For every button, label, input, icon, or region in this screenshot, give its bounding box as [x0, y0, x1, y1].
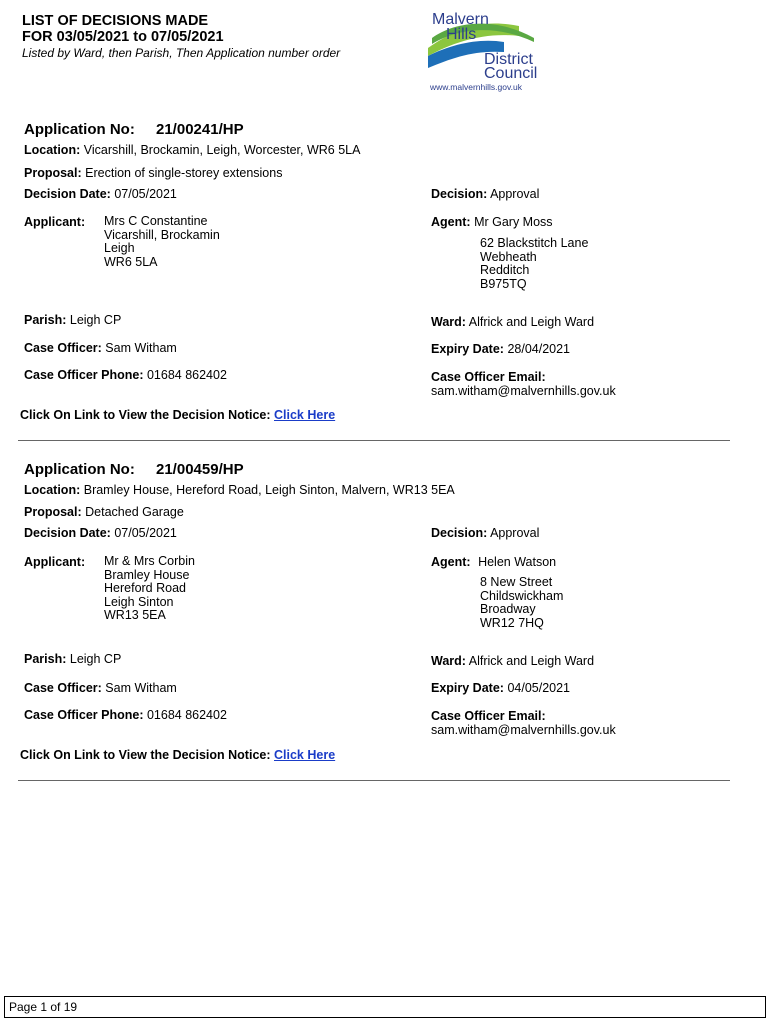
decision-date-value: 07/05/2021 — [114, 187, 177, 201]
applicant-address — [104, 555, 195, 623]
agent-name: Mr Gary Moss — [474, 215, 553, 229]
section-divider — [18, 780, 730, 781]
applicant-address — [104, 215, 220, 269]
agent-row — [431, 215, 553, 229]
decision-label: Decision: — [431, 526, 488, 540]
agent-row — [431, 555, 556, 569]
page-footer — [4, 996, 766, 1018]
case-officer-value: Sam Witham — [105, 681, 177, 695]
decision-notice-row — [20, 408, 335, 422]
parish-label: Parish: — [24, 313, 67, 327]
location-value: Vicarshill, Brockamin, Leigh, Worcester, WR6 5LA — [83, 143, 361, 157]
parish-label: Parish: — [24, 652, 67, 666]
case-officer-row — [24, 681, 177, 695]
section-divider — [18, 440, 730, 441]
decision-row — [431, 526, 539, 540]
page-number: Page 1 of 19 — [9, 1000, 78, 1014]
ward-label: Ward: — [431, 315, 466, 329]
application-no-label: Application No: — [24, 461, 135, 478]
agent-address-line: Redditch — [480, 263, 530, 277]
applicant-line: Bramley House — [104, 567, 190, 582]
proposal-value: Detached Garage — [85, 505, 184, 519]
logo-text-district: District — [484, 51, 533, 68]
parish-value: Leigh CP — [69, 313, 122, 327]
case-officer-email-value[interactable]: sam.witham@malvernhills.gov.uk — [431, 384, 616, 398]
location-row — [24, 483, 455, 497]
document-title: LIST OF DECISIONS MADE — [22, 13, 209, 29]
document-subtitle: Listed by Ward, then Parish, Then Application number order — [22, 46, 341, 60]
case-officer-row — [24, 341, 177, 355]
case-officer-label: Case Officer: — [24, 681, 102, 695]
parish-value: Leigh CP — [69, 652, 122, 666]
case-officer-phone-label: Case Officer Phone: — [24, 368, 144, 382]
application-no-label: Application No: — [24, 121, 135, 138]
applicant-label: Applicant: — [24, 215, 86, 229]
decision-row — [431, 187, 539, 201]
applicant-line: Vicarshill, Brockamin — [104, 227, 220, 242]
proposal-row — [24, 166, 282, 180]
location-label: Location: — [24, 143, 81, 157]
agent-label: Agent: — [431, 555, 471, 569]
applicant-label: Applicant: — [24, 555, 86, 569]
decision-date-row — [24, 526, 177, 540]
proposal-value: Erection of single-storey extensions — [85, 166, 283, 180]
agent-address-line: B975TQ — [480, 276, 527, 291]
proposal-label: Proposal: — [24, 505, 82, 519]
expiry-date-label: Expiry Date: — [431, 681, 504, 695]
decision-date-value: 07/05/2021 — [114, 526, 177, 540]
ward-value: Alfrick and Leigh Ward — [468, 315, 595, 329]
decision-label: Decision: — [431, 187, 488, 201]
ward-row — [431, 315, 594, 329]
applicant-line: WR6 5LA — [104, 254, 158, 269]
applicant-line: Mrs C Constantine — [104, 214, 208, 228]
case-officer-phone-row — [24, 368, 227, 382]
logo-text-hills: Hills — [446, 26, 477, 43]
decision-value: Approval — [490, 526, 540, 540]
location-value: Bramley House, Hereford Road, Leigh Sinton, Malvern, WR13 5EA — [83, 483, 455, 497]
logo-text-malvern: Malvern — [432, 11, 489, 28]
case-officer-email-value[interactable]: sam.witham@malvernhills.gov.uk — [431, 723, 616, 737]
ward-value: Alfrick and Leigh Ward — [468, 654, 595, 668]
ward-row — [431, 654, 594, 668]
applicant-line: Hereford Road — [104, 581, 186, 595]
agent-address-line: 62 Blackstitch Lane — [480, 236, 589, 250]
agent-label: Agent: — [431, 215, 471, 229]
agent-address-line: Childswickham — [480, 588, 564, 603]
case-officer-phone-label: Case Officer Phone: — [24, 708, 144, 722]
expiry-date-label: Expiry Date: — [431, 342, 504, 356]
expiry-date-row — [431, 342, 570, 356]
agent-address-line: Webheath — [480, 249, 537, 264]
case-officer-phone-row — [24, 708, 227, 722]
decision-notice-prompt: Click On Link to View the Decision Notice: — [20, 408, 271, 422]
parish-row — [24, 313, 121, 327]
location-row — [24, 143, 360, 157]
expiry-date-row — [431, 681, 570, 695]
decision-date-row — [24, 187, 177, 201]
decision-date-label: Decision Date: — [24, 526, 111, 540]
case-officer-phone-value: 01684 862402 — [146, 368, 227, 382]
application-no-value: 21/00459/HP — [156, 461, 244, 478]
case-officer-label: Case Officer: — [24, 341, 102, 355]
location-label: Location: — [24, 483, 81, 497]
agent-address — [480, 237, 588, 291]
logo-url: www.malvernhills.gov.uk — [430, 82, 522, 92]
agent-address — [480, 576, 563, 630]
decision-notice-prompt: Click On Link to View the Decision Notice: — [20, 748, 271, 762]
case-officer-email-label: Case Officer Email: — [431, 370, 546, 384]
decision-date-label: Decision Date: — [24, 187, 111, 201]
applicant-line: Mr & Mrs Corbin — [104, 554, 195, 568]
applicant-line: WR13 5EA — [104, 608, 166, 622]
decision-notice-link[interactable]: Click Here — [274, 748, 336, 762]
case-officer-phone-value: 01684 862402 — [146, 708, 227, 722]
expiry-date-value: 28/04/2021 — [507, 342, 570, 356]
ward-label: Ward: — [431, 654, 466, 668]
application-no-value: 21/00241/HP — [156, 121, 244, 138]
decision-notice-row — [20, 748, 335, 762]
council-logo — [424, 8, 554, 96]
agent-address-line: WR12 7HQ — [480, 615, 544, 630]
decision-value: Approval — [490, 187, 540, 201]
parish-row — [24, 652, 121, 666]
applicant-line: Leigh Sinton — [104, 594, 174, 609]
decision-notice-link[interactable]: Click Here — [274, 408, 336, 422]
logo-text-council: Council — [484, 65, 538, 82]
agent-name: Helen Watson — [478, 555, 557, 569]
applicant-line: Leigh — [104, 241, 135, 255]
proposal-label: Proposal: — [24, 166, 82, 180]
agent-address-line: Broadway — [480, 602, 536, 616]
case-officer-email-label: Case Officer Email: — [431, 709, 546, 723]
case-officer-value: Sam Witham — [105, 341, 177, 355]
proposal-row — [24, 505, 184, 519]
agent-address-line: 8 New Street — [480, 575, 553, 589]
document-date-range: FOR 03/05/2021 to 07/05/2021 — [22, 29, 224, 45]
expiry-date-value: 04/05/2021 — [507, 681, 570, 695]
